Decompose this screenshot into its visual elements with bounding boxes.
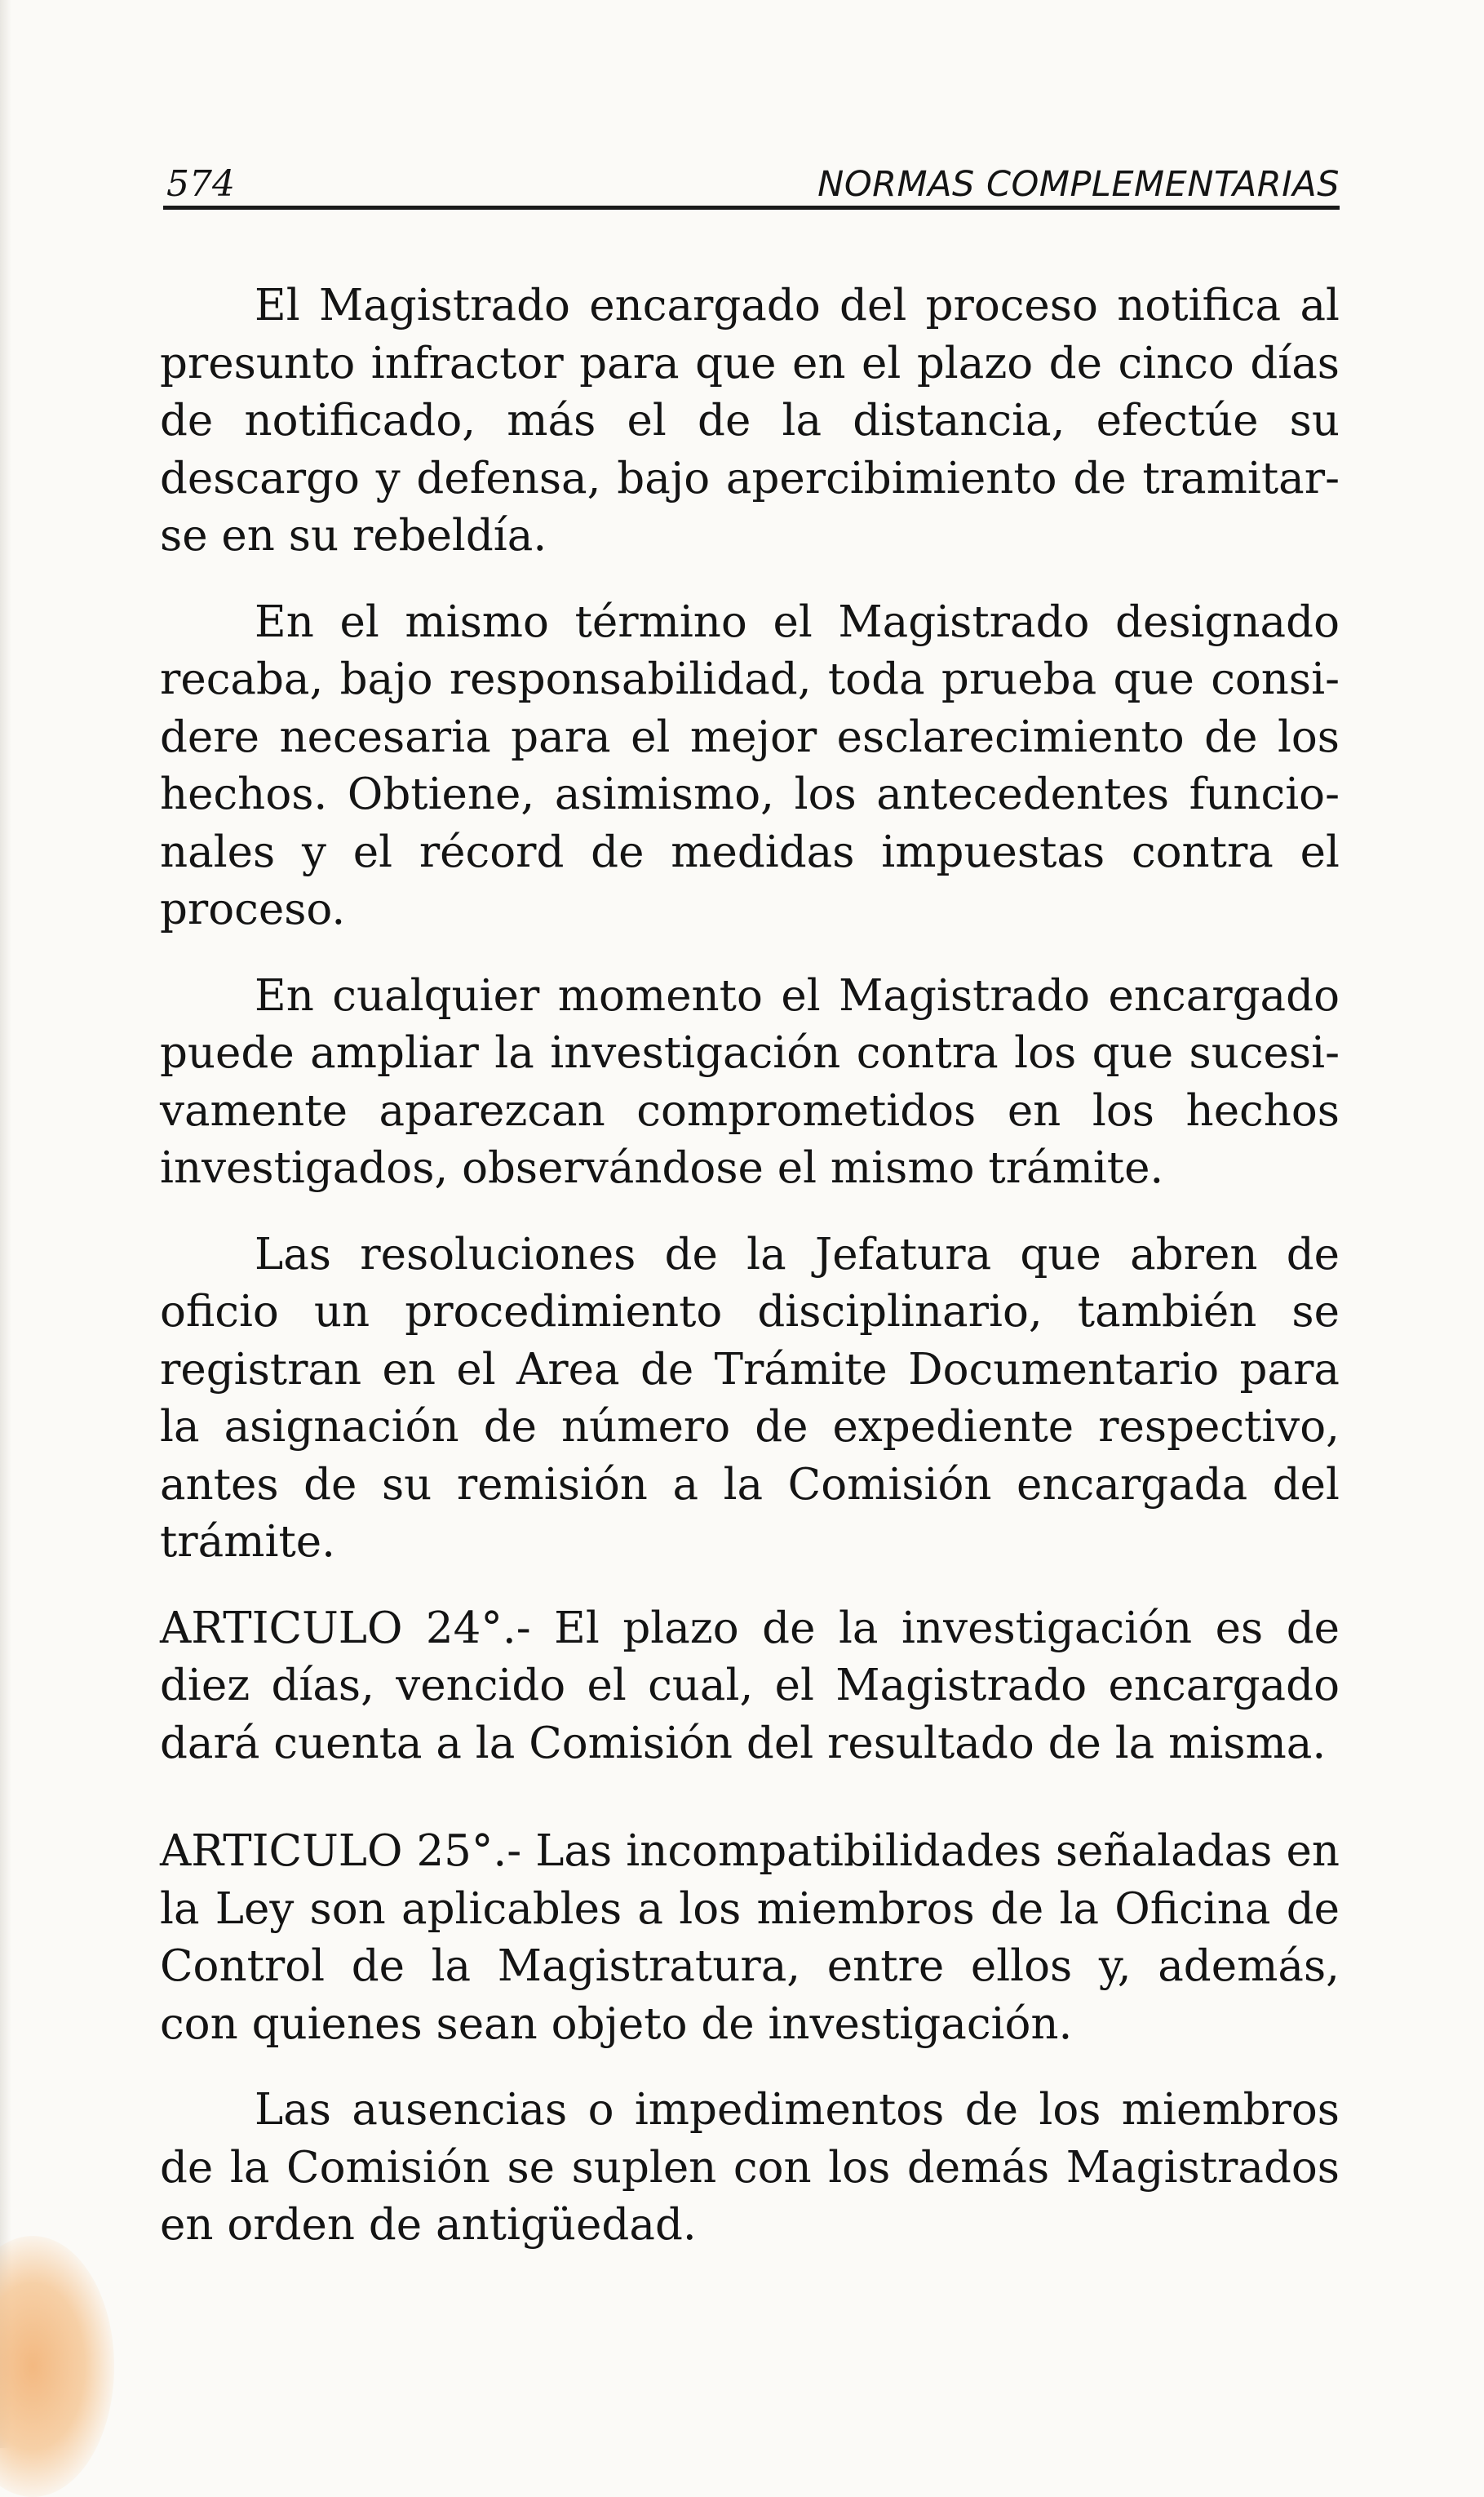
paragraph-extend-investigation: En cualquier momento el Magistrado encargado puede ampliar la investigación contra los que sucesivamente aparezcan comprometidos en los hechos investigados, observándose el mismo trámite. [160, 970, 1340, 1193]
page-body [160, 277, 1340, 2255]
paragraph-resolutions: Las resoluciones de la Jefatura que abren de oficio un procedimiento disciplinario, también se registran en el Area de Trámite Documentario para la asignación de número de expediente respectivo, antes de su remisión a la Comisión encargada del trámite. [160, 1229, 1340, 1567]
paragraph-notification: El Magistrado encargado del proceso notifica al presunto infractor para que en el plazo de cinco días de notificado, más el de la distancia, efectúe su descargo y defensa, bajo apercibimiento de tramitarse en su rebeldía. [160, 281, 1340, 561]
corner-stain [0, 2236, 114, 2497]
page-header [163, 157, 1340, 210]
page-left-edge [0, 0, 11, 2448]
paragraph-absences: Las ausencias o impedimentos de los miembros de la Comisión se suplen con los demás Magistrados en orden de antigüedad. [160, 2085, 1340, 2250]
article-24: ARTICULO 24°.- El plazo de la investigación es de diez días, vencido el cual, el Magistrado encargado dará cuenta a la Comisión del resultado de la misma. [160, 1603, 1340, 1768]
page-number: 574 [166, 163, 235, 205]
running-title: NORMAS COMPLEMENTARIAS [817, 164, 1340, 205]
paragraph-evidence: En el mismo término el Magistrado designado recaba, bajo responsabilidad, toda prueba que considere necesaria para el mejor esclarecimiento de los hechos. Obtiene, asimismo, los antecedentes funcionales y el récord de medidas impuestas contra el proceso. [160, 597, 1340, 934]
article-25: ARTICULO 25°.- Las incompatibilidades señaladas en la Ley son aplicables a los miembros de la Oficina de Control de la Magistratura, entre ellos y, además, con quienes sean objeto de investigación. [160, 1826, 1340, 2049]
